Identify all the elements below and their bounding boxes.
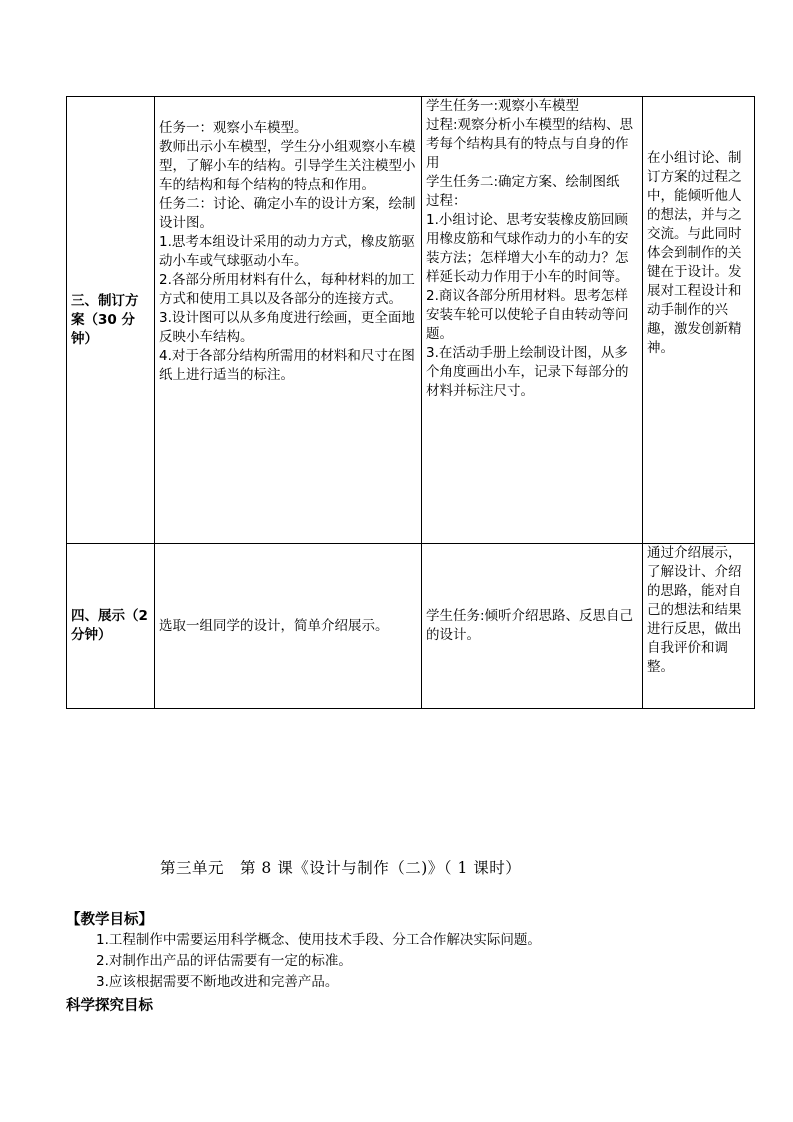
- teacher-line: 2.各部分所用材料有什么，每种材料的加工方式和使用工具以及各部分的连接方式。: [159, 272, 415, 307]
- stage-cell: 四、展示（2分钟）: [67, 544, 155, 709]
- lesson-plan-table: [66, 96, 755, 709]
- goals-heading: 【教学目标】: [66, 912, 153, 928]
- teacher-line: 任务一：观察小车模型。: [159, 120, 308, 136]
- goal-item: 3.应该根据需要不断地改进和完善产品。: [96, 974, 339, 990]
- design-intent-cell: 在小组讨论、制订方案的过程之中，能倾听他人的想法，并与之交流。与此同时体会到制作的关键在于设计。发展对工程设计和动手制作的兴趣，激发创新精神。: [643, 97, 755, 544]
- student-activity-cell: 学生任务:倾听介绍思路、反思自己的设计。: [422, 544, 643, 709]
- student-activity-cell: [422, 97, 643, 544]
- student-line: 3.在活动手册上绘制设计图，从多个角度画出小车，记录下每部分的材料并标注尺寸。: [426, 345, 629, 399]
- teacher-line: 1.思考本组设计采用的动力方式，橡皮筋驱动小车或气球驱动小车。: [159, 234, 415, 269]
- student-line: 1.小组讨论、思考安装橡皮筋回顾用橡皮筋和气球作动力的小车的安装方法；怎样增大小车的动力？怎样延长动力作用于小车的时间等。: [426, 212, 629, 285]
- student-line: 2.商议各部分所用材料。思考怎样安装车轮可以使轮子自由转动等问题。: [426, 288, 629, 342]
- teacher-line: 4.对于各部分结构所需用的材料和尺寸在图纸上进行适当的标注。: [159, 348, 415, 383]
- teacher-activity-cell: 选取一组同学的设计，简单介绍展示。: [155, 544, 422, 709]
- teacher-line: 教师出示小车模型，学生分小组观察小车模型，了解小车的结构。引导学生关注模型小车的结构和每个结构的特点和作用。: [159, 139, 416, 193]
- stage-cell: 三、制订方案（30 分钟）: [67, 97, 155, 544]
- design-intent-cell: 通过介绍展示，了解设计、介绍的思路，能对自己的想法和结果进行反思，做出自我评价和调整。: [643, 544, 755, 709]
- teacher-line: 3.设计图可以从多角度进行绘画，更全面地反映小车结构。: [159, 310, 415, 345]
- student-line: 过程：: [426, 193, 467, 209]
- student-line: 学生任务一:观察小车模型: [426, 98, 580, 114]
- science-inquiry-heading: 科学探究目标: [66, 998, 153, 1014]
- teacher-activity-cell: [155, 97, 422, 544]
- student-line: 学生任务二:确定方案、绘制图纸: [426, 174, 620, 190]
- lesson-title: 第三单元 第 8 课《设计与制作（二)》（ 1 课时）: [160, 859, 522, 877]
- table-row: [67, 544, 755, 709]
- goals-list: [96, 930, 541, 993]
- teacher-line: 任务二：讨论、确定小车的设计方案，绘制设计图。: [159, 196, 416, 231]
- table-row: [67, 97, 755, 544]
- goal-item: 1.工程制作中需要运用科学概念、使用技术手段、分工合作解决实际问题。: [96, 932, 541, 948]
- goal-item: 2.对制作出产品的评估需要有一定的标准。: [96, 953, 352, 969]
- student-line: 过程:观察分析小车模型的结构、思考每个结构具有的特点与自身的作用: [426, 117, 634, 171]
